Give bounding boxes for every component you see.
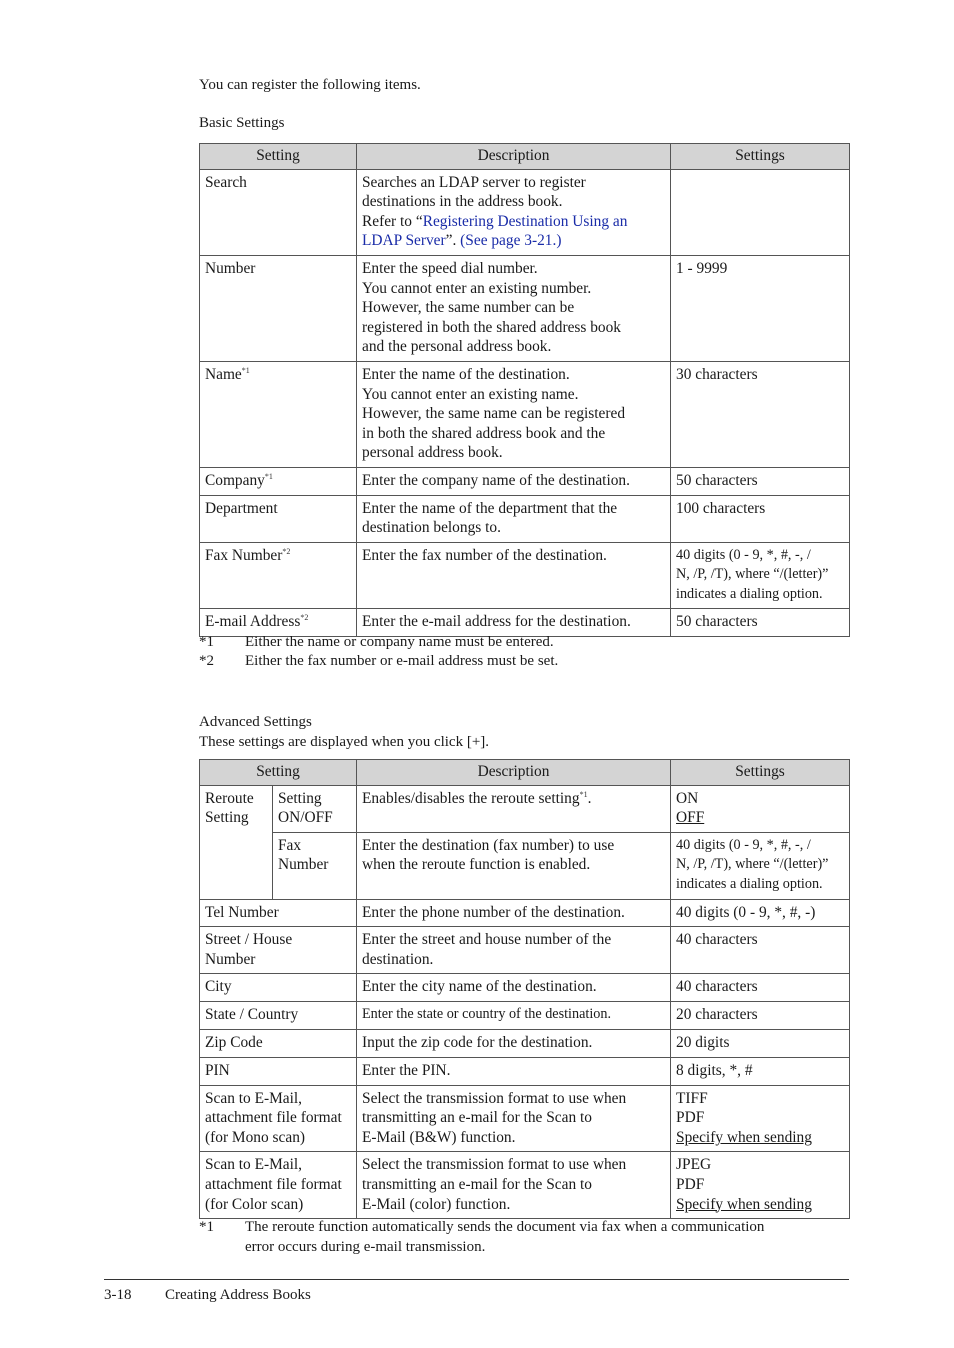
setting-cell: State / Country [200,1001,357,1029]
value-cell: 40 digits (0 - 9, *, #, -, / N, /P, /T), where “/(letter)” indicates a dialing option. [671,832,850,899]
setting-cell: City [200,974,357,1002]
table-row [200,542,850,609]
setting-cell: E-mail Address$^{*2}$ [200,609,357,637]
setting-cell: Street / House Number [200,927,357,974]
default-value: Specify when sending [676,1128,812,1146]
footer-divider [104,1279,849,1280]
table-row [200,1152,850,1219]
table-row [200,255,850,361]
footnote-ref: *2 [300,613,309,623]
table-row [200,169,850,255]
table-header-row [200,760,850,786]
default-value: OFF [676,809,705,827]
table-row [200,609,850,637]
value-cell: TIFF PDF Specify when sending [671,1085,850,1152]
ldap-reference-link-cont[interactable]: LDAP Server [362,232,446,250]
footnote-1: *1 Either the name or company name must be entered. [199,634,554,650]
table-row [200,927,850,974]
description-cell: Enter the state or country of the destination. [357,1001,671,1029]
setting-cell: Company$^{*1}$ [200,467,357,495]
description-cell: Enter the name of the destination. You cannot enter an existing name. However, the same name can be registered in both the shared address book and the personal address book. [357,361,671,467]
header-settings: Settings [671,760,850,786]
value-cell: 100 characters [671,495,850,542]
value-cell: 40 characters [671,974,850,1002]
description-cell: Enter the name of the department that the destination belongs to. [357,495,671,542]
advanced-settings-caption: Advanced Settings [199,714,312,730]
value-cell: 20 characters [671,1001,850,1029]
table-row [200,899,850,927]
value-cell: 40 digits (0 - 9, *, #, -, / N, /P, /T), where “/(letter)” indicates a dialing option. [671,542,850,609]
advanced-footnote: *1 The reroute function automatically sends the document via fax when a communication error occurs during e-mail transmission. [199,1219,765,1255]
setting-cell: Search [200,169,357,255]
description-cell: Enter the fax number of the destination. [357,542,671,609]
footnote-ref: *1 [241,365,250,375]
header-settings: Settings [671,144,850,170]
value-cell: JPEG PDF Specify when sending [671,1152,850,1219]
value-cell: 50 characters [671,609,850,637]
value-cell: 40 characters [671,927,850,974]
intro-text: You can register the following items. [199,77,421,93]
header-description: Description [357,144,671,170]
header-setting: Setting [200,144,357,170]
header-description: Description [357,760,671,786]
value-cell: ON OFF [671,785,850,832]
page-reference-link[interactable]: (See page 3-21.) [460,232,562,250]
description-cell: Enter the phone number of the destination. [357,899,671,927]
value-cell [671,169,850,255]
setting-cell: Setting ON/OFF [273,785,357,832]
value-cell: 1 - 9999 [671,255,850,361]
setting-cell: Fax Number [273,832,357,899]
value-cell: 20 digits [671,1029,850,1057]
description-cell: Enter the e-mail address for the destination. [357,609,671,637]
description-cell: Searches an LDAP server to register destinations in the address book. Refer to “Registering Destination Using an LDAP Server”. (See page 3-21.) [357,169,671,255]
description-cell: Enter the PIN. [357,1057,671,1085]
value-cell: 30 characters [671,361,850,467]
advanced-settings-heading [199,712,489,752]
description-cell: Enter the company name of the destination. [357,467,671,495]
reroute-group-cell: Reroute Setting [200,785,273,899]
value-cell: 8 digits, *, # [671,1057,850,1085]
table-row [200,832,850,899]
default-value: Specify when sending [676,1195,812,1213]
table-row [200,467,850,495]
page-footer [104,1287,311,1304]
table-row [200,361,850,467]
setting-cell: Fax Number$^{*2}$ [200,542,357,609]
ldap-reference-link[interactable]: Registering Destination Using an [422,212,628,230]
page-number: 3-18 [104,1287,132,1303]
setting-cell: Number [200,255,357,361]
footnote-ref: *2 [282,546,291,556]
value-cell: 50 characters [671,467,850,495]
table-row [200,785,850,832]
setting-cell: Department [200,495,357,542]
table-row [200,1029,850,1057]
table-row [200,495,850,542]
table-header-row [200,144,850,170]
setting-cell: Scan to E-Mail, attachment file format (for Mono scan) [200,1085,357,1152]
description-cell: Enter the street and house number of the destination. [357,927,671,974]
setting-cell: PIN [200,1057,357,1085]
table-row [200,974,850,1002]
advanced-settings-table [199,759,850,1219]
description-cell: Enter the city name of the destination. [357,974,671,1002]
description-cell: Input the zip code for the destination. [357,1029,671,1057]
table-row [200,1085,850,1152]
basic-settings-table [199,143,850,637]
value-cell: 40 digits (0 - 9, *, #, -) [671,899,850,927]
description-cell: Select the transmission format to use when transmitting an e-mail for the Scan to E-Mail (color) function. [357,1152,671,1219]
setting-cell: Scan to E-Mail, attachment file format (for Color scan) [200,1152,357,1219]
table-row [200,1057,850,1085]
setting-cell: Zip Code [200,1029,357,1057]
footnote-ref: *1 [579,789,588,799]
chapter-title: Creating Address Books [165,1287,311,1303]
footnote-2: *2 Either the fax number or e-mail address must be set. [199,653,559,669]
setting-cell: Name$^{*1}$ [200,361,357,467]
description-cell: Enables/disables the reroute setting$^{*1}$. [357,785,671,832]
description-cell: Enter the destination (fax number) to use when the reroute function is enabled. [357,832,671,899]
description-cell: Enter the speed dial number. You cannot enter an existing number. However, the same number can be registered in both the shared address book and the personal address book. [357,255,671,361]
table-row [200,1001,850,1029]
basic-settings-caption: Basic Settings [199,115,285,131]
description-cell: Select the transmission format to use when transmitting an e-mail for the Scan to E-Mail (B&W) function. [357,1085,671,1152]
setting-cell: Tel Number [200,899,357,927]
footnote-ref: *1 [264,471,273,481]
advanced-settings-note: These settings are displayed when you click [+]. [199,734,490,750]
header-setting: Setting [200,760,357,786]
